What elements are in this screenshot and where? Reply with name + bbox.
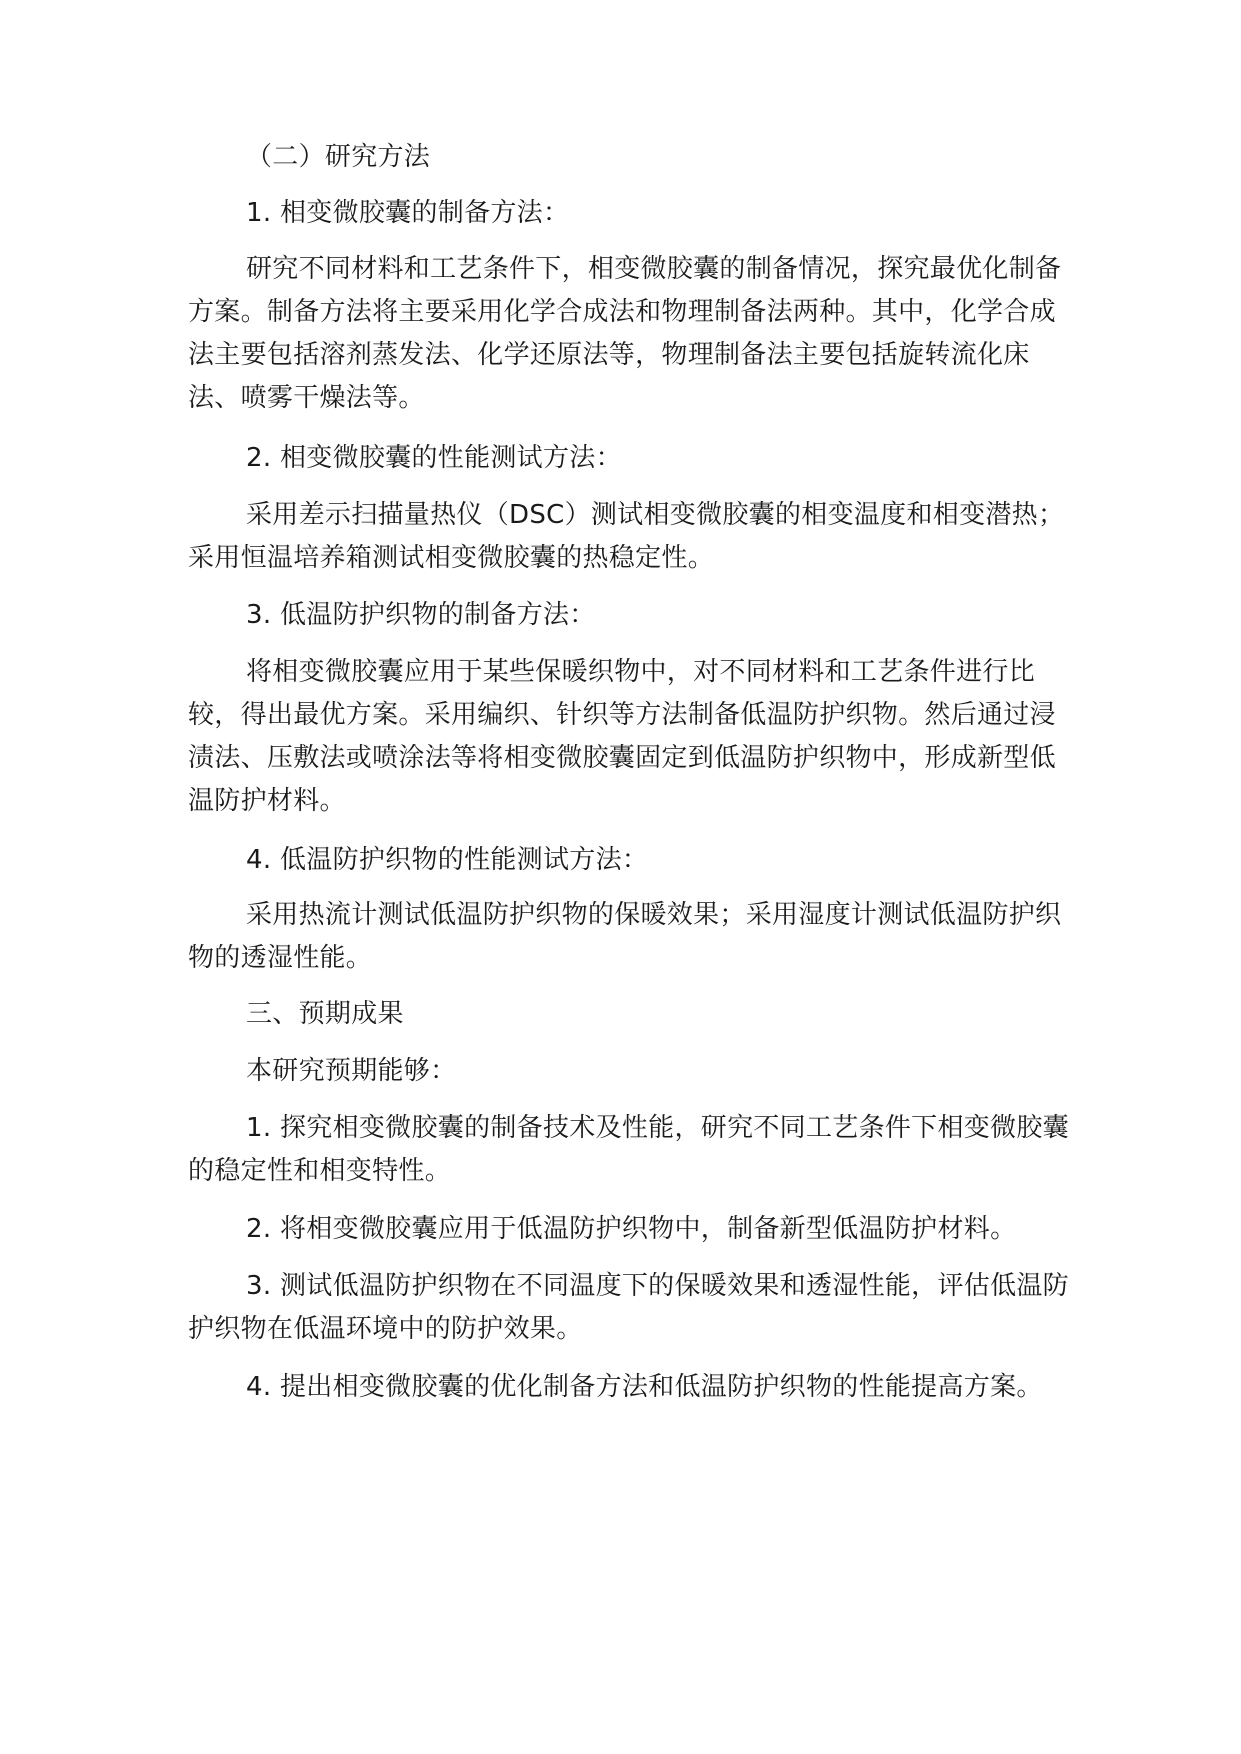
expected-item-1: 1. 探究相变微胶囊的制备技术及性能，研究不同工艺条件下相变微胶囊的稳定性和相变特性。 bbox=[188, 1113, 1069, 1186]
subheading-4: 4. 低温防护织物的性能测试方法： bbox=[246, 845, 649, 875]
section-heading-research-methods: （二）研究方法 bbox=[246, 142, 431, 172]
body-paragraph-2: 采用差示扫描量热仪（DSC）测试相变微胶囊的相变温度和相变潜热；采用恒温培养箱测试相变微胶囊的热稳定性。 bbox=[188, 500, 1065, 573]
subheading-3: 3. 低温防护织物的制备方法： bbox=[246, 600, 596, 630]
subheading-2: 2. 相变微胶囊的性能测试方法： bbox=[246, 443, 622, 473]
expected-item-4: 4. 提出相变微胶囊的优化制备方法和低温防护织物的性能提高方案。 bbox=[246, 1372, 1043, 1402]
expected-item-3: 3. 测试低温防护织物在不同温度下的保暖效果和透湿性能，评估低温防护织物在低温环境中的防护效果。 bbox=[188, 1271, 1069, 1344]
section-heading-expected-results: 三、预期成果 bbox=[246, 999, 404, 1029]
subheading-1: 1. 相变微胶囊的制备方法： bbox=[246, 198, 570, 228]
body-paragraph-1: 研究不同材料和工艺条件下，相变微胶囊的制备情况，探究最优化制备方案。制备方法将主要采用化学合成法和物理制备法两种。其中，化学合成法主要包括溶剂蒸发法、化学还原法等，物理制备法主要包括旋转流化床法、喷雾干燥法等。 bbox=[188, 254, 1062, 413]
expected-item-2: 2. 将相变微胶囊应用于低温防护织物中，制备新型低温防护材料。 bbox=[246, 1214, 1017, 1244]
body-paragraph-4: 采用热流计测试低温防护织物的保暖效果；采用湿度计测试低温防护织物的透湿性能。 bbox=[188, 900, 1062, 973]
body-intro-expected: 本研究预期能够： bbox=[246, 1056, 457, 1086]
body-paragraph-3: 将相变微胶囊应用于某些保暖织物中，对不同材料和工艺条件进行比较，得出最优方案。采用编织、针织等方法制备低温防护织物。然后通过浸渍法、压敷法或喷涂法等将相变微胶囊固定到低温防护织物中，形成新型低温防护材料。 bbox=[188, 657, 1056, 816]
